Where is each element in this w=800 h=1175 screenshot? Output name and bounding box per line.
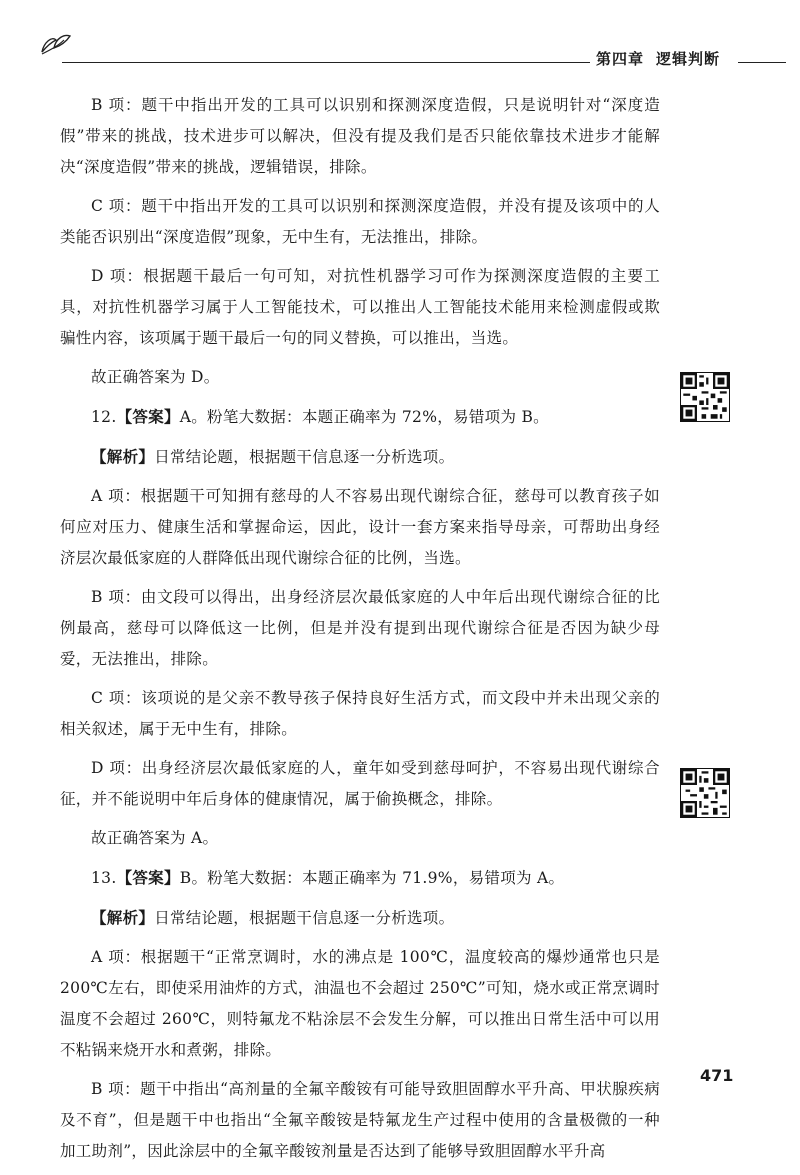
analysis-tag: 【解析】 bbox=[91, 908, 155, 927]
analysis-text: 日常结论题，根据题干信息逐一分析选项。 bbox=[154, 909, 455, 927]
paragraph-b-option-q13: B 项：题干中指出“高剂量的全氟辛酸铵有可能导致胆固醇水平升高、甲状腺疾病及不育”，但是题干中也指出“全氟辛酸铵是特氟龙生产过程中使用的含量极微的一种加工助剂”，因此涂层中的全氟辛酸铵剂量是否达到了能够导致胆固醇水平升高 bbox=[60, 1080, 660, 1160]
paragraph-d-option-q11: D 项：根据题干最后一句可知，对抗性机器学习可作为探测深度造假的主要工具，对抗性机器学习属于人工智能技术，可以推出人工智能技术能用来检测虚假或欺骗性内容，该项属于题干最后一句的同义替换，可以推出，当选。 bbox=[60, 267, 660, 347]
page-header bbox=[0, 0, 800, 80]
qr-code-q13[interactable] bbox=[680, 768, 730, 818]
paragraph-answer-header-q12 bbox=[60, 401, 660, 433]
page-body bbox=[60, 90, 660, 1175]
chapter-number: 第四章 bbox=[596, 50, 645, 68]
header-rule-left bbox=[62, 62, 590, 63]
analysis-text: 日常结论题，根据题干信息逐一分析选项。 bbox=[154, 448, 455, 466]
qr-code-q12[interactable] bbox=[680, 372, 730, 422]
analysis-tag: 【解析】 bbox=[91, 447, 155, 466]
question-number: 13. bbox=[91, 869, 117, 887]
paragraph-analysis-q12 bbox=[60, 441, 660, 473]
paragraph-answer-q11: 故正确答案为 D。 bbox=[91, 368, 220, 386]
page-number: 471 bbox=[700, 1066, 734, 1085]
paragraph-c-option-q12: C 项：该项说的是父亲不教导孩子保持良好生活方式，而文段中并未出现父亲的相关叙述，属于无中生有，排除。 bbox=[60, 689, 660, 738]
paragraph-b-option-q12: B 项：由文段可以得出，出身经济层次最低家庭的人中年后出现代谢综合征的比例最高，慈母可以降低这一比例，但是并没有提到出现代谢综合征是否因为缺少母爱，无法推出，排除。 bbox=[60, 588, 660, 668]
chapter-title bbox=[596, 48, 720, 69]
paragraph-c-option-q11: C 项：题干中指出开发的工具可以识别和探测深度造假，并没有提及该项中的人类能否识别出“深度造假”现象，无中生有，无法推出，排除。 bbox=[60, 197, 660, 246]
chapter-section: 逻辑判断 bbox=[656, 50, 721, 68]
header-rule-right bbox=[738, 62, 786, 63]
paragraph-a-option-q13: A 项：根据题干“正常烹调时，水的沸点是 100℃，温度较高的爆炒通常也只是 200℃左右，即使采用油炸的方式，油温也不会超过 250℃”可知，烧水或正常烹调时温度不会超过 260℃，则特氟龙不粘涂层不会发生分解，可以推出日常生活中可以用不粘锅来烧开水和煮粥，排除。 bbox=[60, 948, 660, 1059]
paragraph-answer-header-q13 bbox=[60, 862, 660, 894]
leaf-icon bbox=[38, 30, 74, 56]
paragraph-b-option-q11: B 项：题干中指出开发的工具可以识别和探测深度造假，只是说明针对“深度造假”带来的挑战，技术进步可以解决，但没有提及我们是否只能依靠技术进步才能解决“深度造假”带来的挑战，逻辑错误，排除。 bbox=[60, 96, 660, 176]
answer-tag: 【答案】 bbox=[116, 868, 180, 887]
answer-text: A。粉笔大数据：本题正确率为 72%，易错项为 B。 bbox=[179, 408, 549, 426]
paragraph-a-option-q12: A 项：根据题干可知拥有慈母的人不容易出现代谢综合征，慈母可以教育孩子如何应对压力、健康生活和掌握命运，因此，设计一套方案来指导母亲，可帮助出身经济层次最低家庭的人群降低出现代谢综合征的比例，当选。 bbox=[60, 487, 660, 567]
qr-code-icon bbox=[681, 769, 729, 817]
paragraph-d-option-q12: D 项：出身经济层次最低家庭的人，童年如受到慈母呵护，不容易出现代谢综合征，并不能说明中年后身体的健康情况，属于偷换概念，排除。 bbox=[60, 759, 660, 808]
paragraph-answer-q12: 故正确答案为 A。 bbox=[91, 829, 219, 847]
answer-text: B。粉笔大数据：本题正确率为 71.9%，易错项为 A。 bbox=[179, 869, 565, 887]
answer-tag: 【答案】 bbox=[116, 407, 180, 426]
question-number: 12. bbox=[91, 408, 117, 426]
paragraph-analysis-q13 bbox=[60, 902, 660, 934]
qr-code-icon bbox=[681, 373, 729, 421]
